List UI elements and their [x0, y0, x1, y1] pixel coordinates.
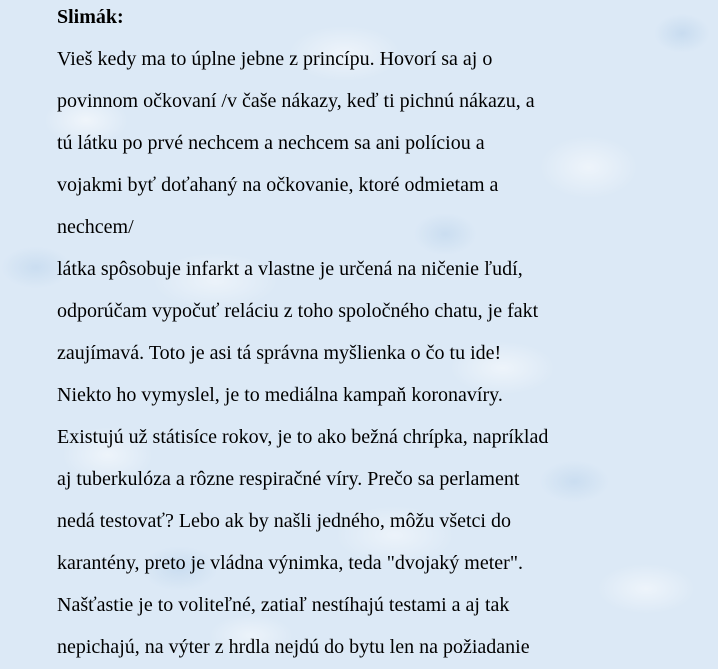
transcript-body [57, 38, 707, 668]
text-line: látka spôsobuje infarkt a vlastne je určená na ničenie ľudí, [57, 258, 523, 280]
text-line: Našťastie je to voliteľné, zatiaľ nestíhajú testami a aj tak [57, 594, 510, 616]
text-line: Vieš kedy ma to úplne jebne z princípu. Hovorí sa aj o [57, 48, 493, 70]
text-line: nepichajú, na výter z hrdla nejdú do bytu len na požiadanie [57, 636, 530, 658]
text-line: Existujú už státisíce rokov, je to ako bežná chrípka, napríklad [57, 426, 549, 448]
text-line: odporúčam vypočuť reláciu z toho spoločného chatu, je fakt [57, 300, 539, 322]
text-line: vojakmi byť doťahaný na očkovanie, ktoré odmietam a [57, 174, 499, 196]
text-line: zaujímavá. Toto je asi tá správna myšlienka o čo tu ide! [57, 342, 502, 364]
text-line: nedá testovať? Lebo ak by našli jedného, môžu všetci do [57, 510, 511, 532]
text-line: nechcem/ [57, 216, 134, 238]
text-line: aj tuberkulóza a rôzne respiračné víry. Prečo sa perlament [57, 468, 520, 490]
text-line: tú látku po prvé nechcem a nechcem sa ani políciou a [57, 132, 485, 154]
text-line: Niekto ho vymyslel, je to mediálna kampaň koronavíry. [57, 384, 503, 406]
speaker-label: Slimák: [57, 6, 124, 28]
text-line: karantény, preto je vládna výnimka, teda "dvojaký meter". [57, 552, 523, 574]
text-line: povinnom očkovaní /v čaše nákazy, keď ti pichnú nákazu, a [57, 90, 535, 112]
